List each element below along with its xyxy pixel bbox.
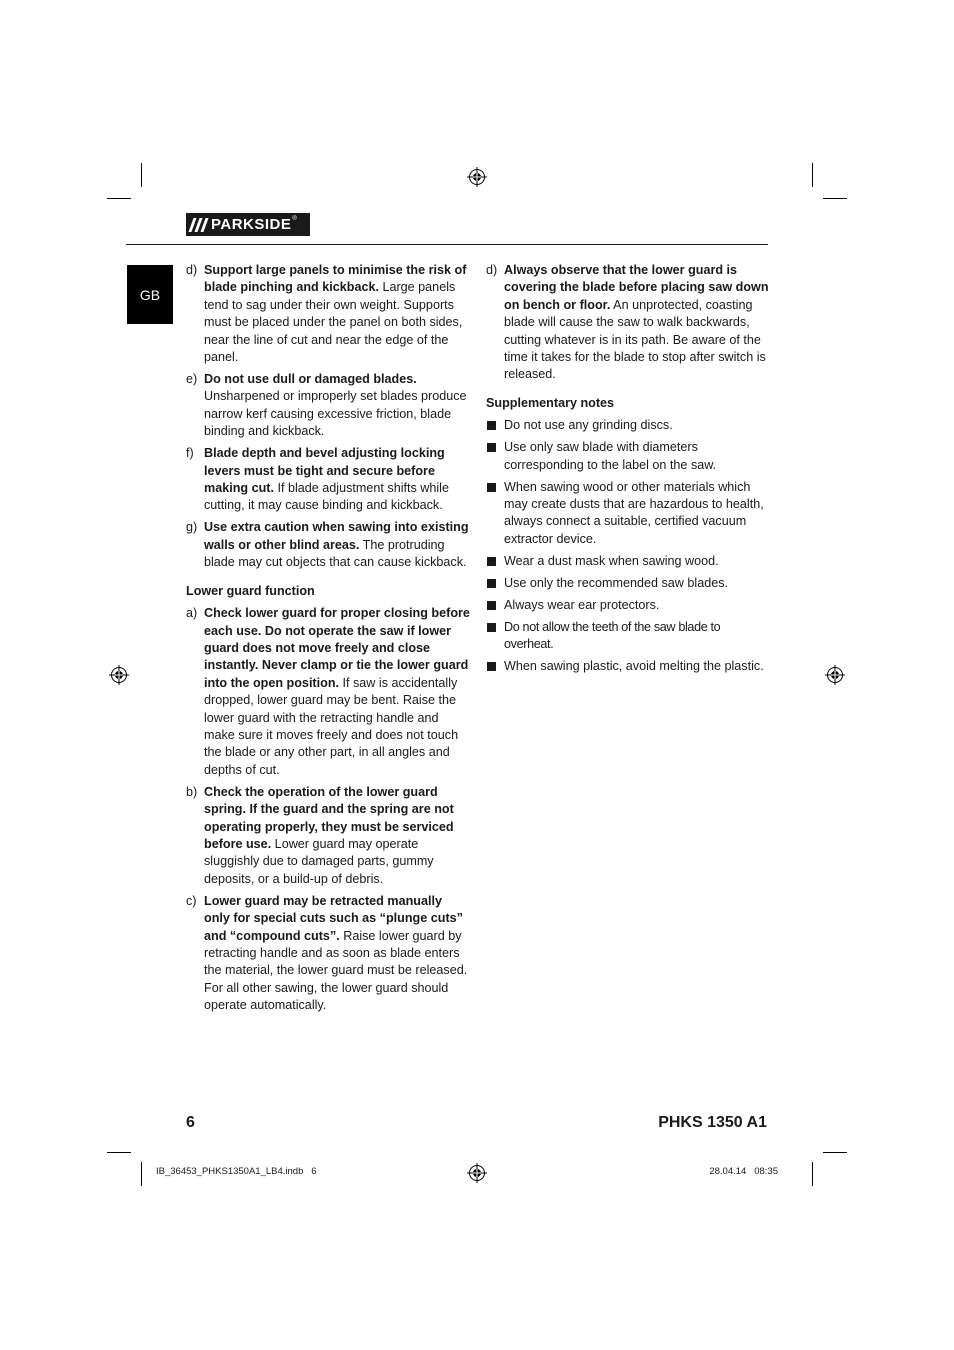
crop-mark: [823, 198, 847, 199]
section-title: Supplementary notes: [486, 395, 615, 410]
crop-mark: [812, 1162, 813, 1186]
page-number: 6: [186, 1114, 195, 1131]
list-item: a) Check lower guard for proper closing before each use. Do not operate the saw if lower guard does not move freely and close instantly. Never clamp or tie the lower guard into the open position. If saw is accidentally dropped, lower guard may be bent. Raise the lower guard with the retracting handle and make sure it moves freely and does not touch the blade or any other part, in all angles and depths of cut.: [186, 606, 470, 777]
square-bullet-icon: [486, 479, 504, 549]
registration-mark-icon: [467, 1163, 487, 1183]
crop-mark: [823, 1152, 847, 1153]
right-column: [486, 262, 770, 680]
bullet-item: Always wear ear protectors.: [486, 597, 770, 614]
registration-mark-icon: [467, 167, 487, 187]
print-slug-date: 28.04.14 08:35: [709, 1166, 778, 1177]
bullet-item: When sawing wood or other materials which may create dusts that are hazardous to health, always connect a suitable, certified vacuum extractor device.: [486, 479, 770, 549]
square-bullet-icon: [486, 597, 504, 614]
list-item: c) Lower guard may be retracted manually only for special cuts such as “plunge cuts” and “compound cuts”. Raise lower guard by retracting handle and as soon as blade enters the material, the lower guard must be released. For all other sawing, the lower guard should operate automatically.: [186, 893, 468, 1013]
bullet-item: Wear a dust mask when sawing wood.: [486, 553, 770, 570]
section-title: Lower guard function: [186, 583, 315, 598]
logo-stripes-icon: [187, 214, 211, 235]
bullet-item: Do not allow the teeth of the saw blade to overheat.: [486, 619, 770, 654]
brand-registered-mark: ®: [292, 216, 297, 222]
left-column: [186, 262, 470, 1019]
crop-mark: [141, 1162, 142, 1186]
square-bullet-icon: [486, 553, 504, 570]
registration-mark-icon: [109, 665, 129, 685]
brand-name: PARKSIDE: [211, 216, 292, 233]
language-tab: GB: [127, 265, 173, 324]
registration-mark-icon: [825, 665, 845, 685]
model-name: PHKS 1350 A1: [658, 1114, 767, 1131]
square-bullet-icon: [486, 619, 504, 654]
list-item: g) Use extra caution when sawing into existing walls or other blind areas. The protruding blade may cut objects that can cause kickback.: [186, 520, 469, 570]
list-item: b) Check the operation of the lower guard spring. If the guard and the spring are not operating properly, they must be serviced before use. Lower guard may operate sluggishly due to damaged parts, gummy deposits, or a build-up of debris.: [186, 784, 454, 886]
bullet-item: Do not use any grinding discs.: [486, 417, 770, 434]
bullet-item: Use only the recommended saw blades.: [486, 575, 770, 592]
square-bullet-icon: [486, 417, 504, 434]
list-item: f) Blade depth and bevel adjusting locking levers must be tight and secure before making cut. If blade adjustment shifts while cutting, it may cause binding and kickback.: [186, 446, 449, 513]
list-item: d) Support large panels to minimise the risk of blade pinching and kickback. Large panels tend to sag under their own weight. Supports must be placed under the panel on both sides, near the line of cut and near the edge of the panel.: [186, 263, 467, 365]
square-bullet-icon: [486, 658, 504, 675]
square-bullet-icon: [486, 439, 504, 474]
crop-mark: [107, 1152, 131, 1153]
crop-mark: [812, 163, 813, 187]
list-item: d) Always observe that the lower guard is covering the blade before placing saw down on bench or floor. An unprotected, coasting blade will cause the saw to walk backwards, cutting whatever is in its path. Be aware of the time it takes for the blade to stop after switch is released.: [486, 263, 769, 382]
crop-mark: [107, 198, 131, 199]
bullet-item: When sawing plastic, avoid melting the plastic.: [486, 658, 770, 675]
print-slug-file: IB_36453_PHKS1350A1_LB4.indb 6: [156, 1166, 317, 1177]
square-bullet-icon: [486, 575, 504, 592]
bullet-item: Use only saw blade with diameters corresponding to the label on the saw.: [486, 439, 770, 474]
list-item: e) Do not use dull or damaged blades. Unsharpened or improperly set blades produce narrow kerf causing excessive friction, blade binding and kickback.: [186, 372, 467, 439]
brand-logo: [186, 213, 310, 236]
header-rule: [126, 244, 768, 245]
crop-mark: [141, 163, 142, 187]
